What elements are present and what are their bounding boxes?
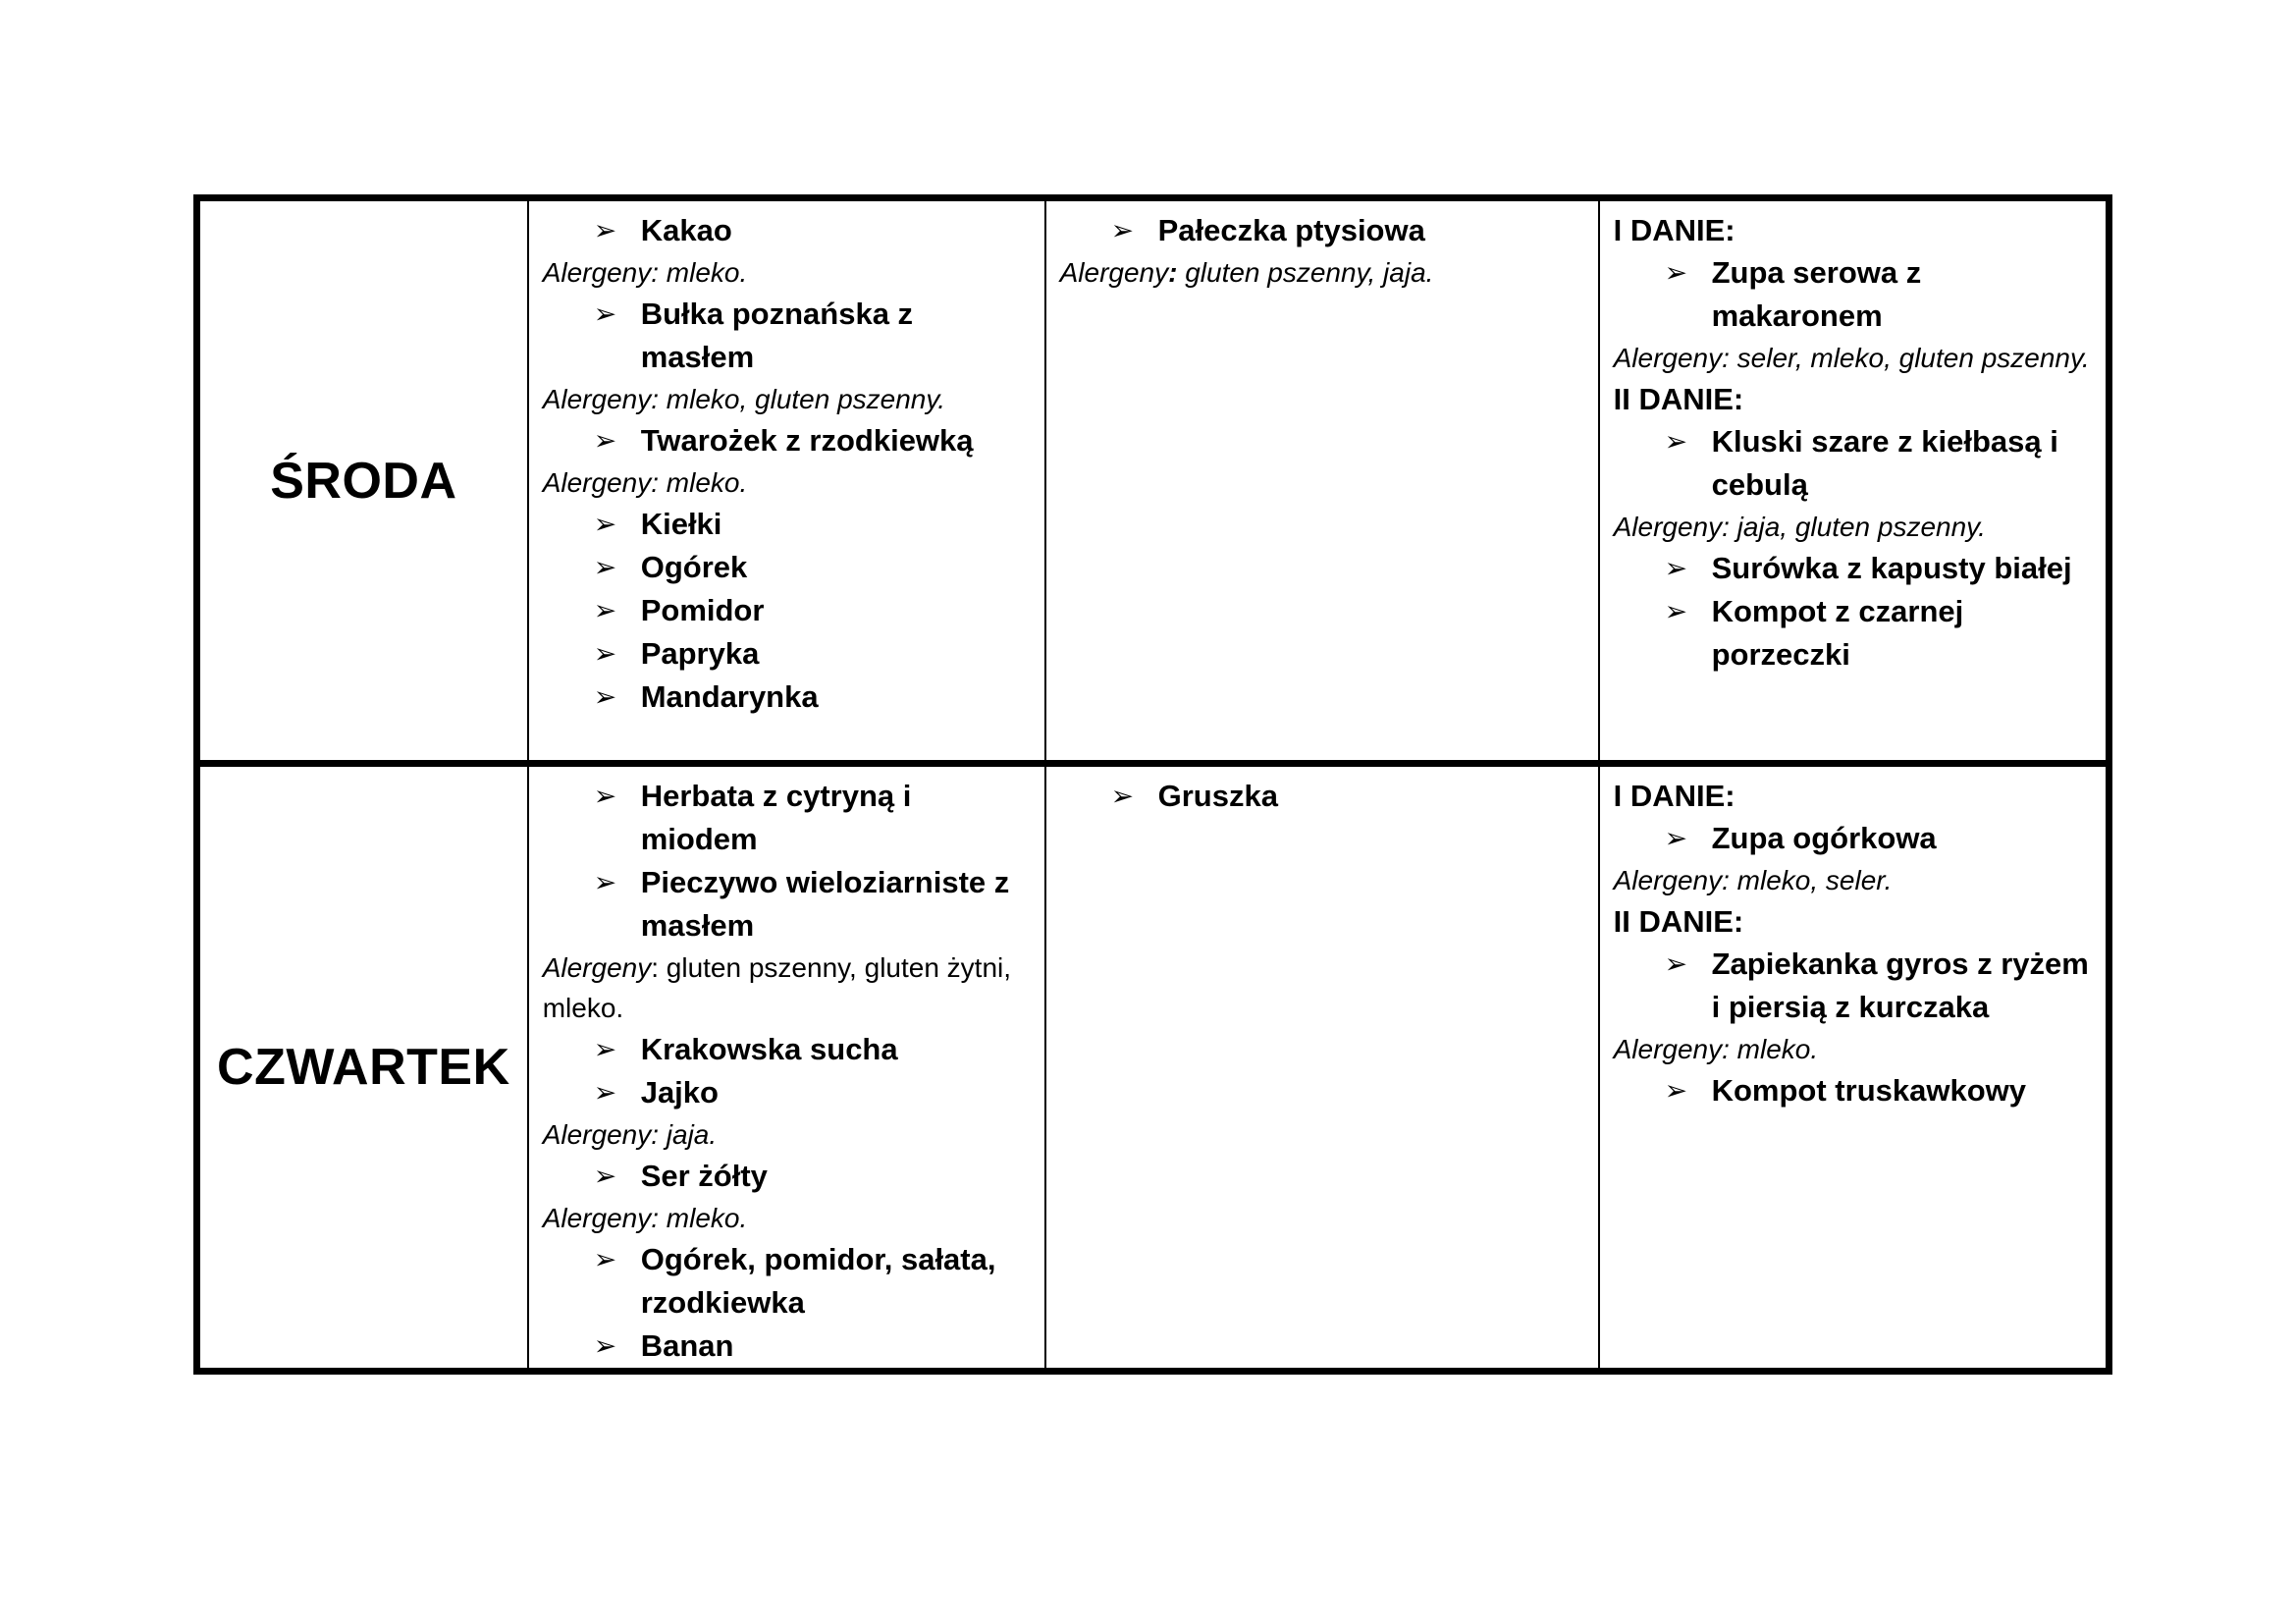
arrow-bullet-icon: ➢ — [593, 867, 617, 897]
arrow-bullet-icon: ➢ — [1664, 257, 1688, 288]
arrow-bullet-icon: ➢ — [593, 298, 617, 329]
menu-row-czwartek — [197, 764, 2109, 1372]
arrow-bullet-icon: ➢ — [593, 1161, 617, 1191]
arrow-bullet-icon: ➢ — [1664, 426, 1688, 457]
arrow-bullet-icon: ➢ — [593, 425, 617, 456]
menu-item: ➢ Kompot z czarnej porzeczki — [1614, 590, 2092, 677]
menu-item: ➢ Pomidor — [543, 589, 1031, 632]
day-cell-czwartek — [197, 764, 528, 1372]
course-heading: II DANIE: — [1613, 904, 1744, 939]
arrow-bullet-icon: ➢ — [1110, 215, 1135, 245]
arrow-bullet-icon: ➢ — [1664, 553, 1688, 583]
snack-cell-sroda — [1045, 198, 1599, 764]
snack-cell-czwartek — [1045, 764, 1599, 1372]
menu-item: ➢ Mandarynka — [543, 676, 1031, 719]
allergen-note: Alergeny: mleko. — [542, 467, 748, 498]
menu-item: ➢ Kakao — [543, 209, 1031, 252]
arrow-bullet-icon: ➢ — [1110, 781, 1135, 811]
day-cell-sroda — [197, 198, 528, 764]
menu-item: ➢ Banan — [543, 1325, 1031, 1368]
arrow-bullet-icon: ➢ — [593, 1330, 617, 1361]
allergen-note: Alergeny: jaja. — [542, 1119, 718, 1150]
breakfast-cell-sroda — [528, 198, 1045, 764]
arrow-bullet-icon: ➢ — [1664, 596, 1688, 626]
menu-item: ➢ Zupa serowa z makaronem — [1614, 251, 2092, 338]
arrow-bullet-icon: ➢ — [593, 509, 617, 539]
menu-item: ➢ Zapiekanka gyros z ryżem i piersią z kurczaka — [1614, 943, 2092, 1029]
arrow-bullet-icon: ➢ — [593, 595, 617, 625]
menu-table — [193, 194, 2112, 1375]
allergen-note: Alergeny: mleko. — [542, 257, 748, 288]
lunch-cell-sroda — [1599, 198, 2109, 764]
allergen-note: Alergeny: gluten pszenny, jaja. — [1059, 257, 1434, 288]
allergen-note: Alergeny: mleko. — [1613, 1034, 1819, 1064]
arrow-bullet-icon: ➢ — [593, 638, 617, 669]
day-label: CZWARTEK — [217, 1039, 510, 1096]
arrow-bullet-icon: ➢ — [593, 1077, 617, 1108]
menu-item: ➢ Ser żółty — [543, 1155, 1031, 1198]
allergen-note: Alergeny: seler, mleko, gluten pszenny. — [1613, 343, 2090, 373]
lunch-cell-czwartek — [1599, 764, 2109, 1372]
allergen-note: Alergeny: jaja, gluten pszenny. — [1613, 512, 1986, 542]
arrow-bullet-icon: ➢ — [593, 215, 617, 245]
course-heading: II DANIE: — [1613, 382, 1744, 416]
menu-item: ➢ Krakowska sucha — [543, 1028, 1031, 1071]
menu-item: ➢ Twarożek z rzodkiewką — [543, 419, 1031, 462]
menu-item: ➢ Gruszka — [1060, 775, 1584, 818]
arrow-bullet-icon: ➢ — [1664, 823, 1688, 853]
arrow-bullet-icon: ➢ — [593, 781, 617, 811]
arrow-bullet-icon: ➢ — [593, 1034, 617, 1064]
menu-item: ➢ Ogórek, pomidor, sałata, rzodkiewka — [543, 1238, 1031, 1325]
day-label: ŚRODA — [270, 452, 457, 510]
menu-item: ➢ Pałeczka ptysiowa — [1060, 209, 1584, 252]
allergen-note: Alergeny: gluten pszenny, gluten żytni, mleko. — [542, 952, 1012, 1023]
menu-item: ➢ Surówka z kapusty białej — [1614, 547, 2092, 590]
arrow-bullet-icon: ➢ — [593, 552, 617, 582]
menu-item: ➢ Papryka — [543, 632, 1031, 676]
arrow-bullet-icon: ➢ — [593, 1244, 617, 1274]
arrow-bullet-icon: ➢ — [593, 681, 617, 712]
allergen-note: Alergeny: mleko. — [542, 1203, 748, 1233]
menu-item: ➢ Zupa ogórkowa — [1614, 817, 2092, 860]
menu-row-sroda — [197, 198, 2109, 764]
menu-item: ➢ Jajko — [543, 1071, 1031, 1114]
breakfast-cell-czwartek — [528, 764, 1045, 1372]
course-heading: I DANIE: — [1613, 213, 1735, 247]
arrow-bullet-icon: ➢ — [1664, 948, 1688, 979]
menu-item: ➢ Ogórek — [543, 546, 1031, 589]
allergen-note: Alergeny: mleko, seler. — [1613, 865, 1893, 895]
menu-item: ➢ Kiełki — [543, 503, 1031, 546]
menu-item: ➢ Pieczywo wieloziarniste z masłem — [543, 861, 1031, 947]
menu-item: ➢ Kluski szare z kiełbasą i cebulą — [1614, 420, 2092, 507]
menu-item: ➢ Herbata z cytryną i miodem — [543, 775, 1031, 861]
allergen-note: Alergeny: mleko, gluten pszenny. — [542, 384, 946, 414]
course-heading: I DANIE: — [1613, 779, 1735, 813]
menu-item: ➢ Kompot truskawkowy — [1614, 1069, 2092, 1112]
arrow-bullet-icon: ➢ — [1664, 1075, 1688, 1106]
menu-item: ➢ Bułka poznańska z masłem — [543, 293, 1031, 379]
